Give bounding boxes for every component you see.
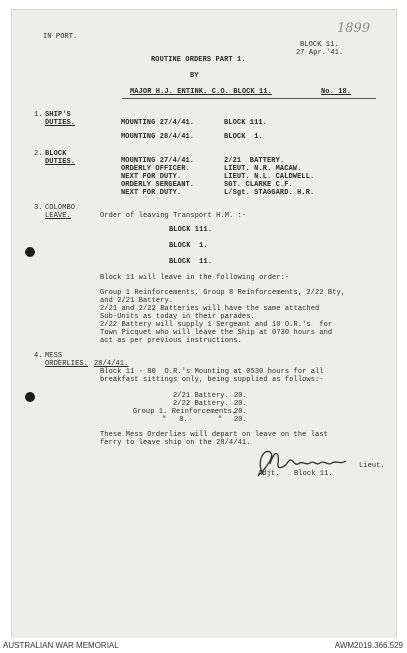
leave-paragraph: 2/21 and 2/22 Batteries will have the same attached xyxy=(100,305,320,313)
duty-value: 2/21 BATTERY. xyxy=(224,157,285,165)
leave-paragraph: 2/22 Battery will supply 1 Sergeant and 10 O.R.'s for xyxy=(100,321,333,329)
leave-paragraph: Group 1 Reinforcements, Group 8 Reinforcements, 2/22 Bty, xyxy=(100,289,346,297)
header-in-port: IN PORT. xyxy=(43,33,78,41)
signature-rank: Lieut. xyxy=(359,462,385,470)
section-3-heading: LEAVE. xyxy=(45,212,71,220)
section-4-number: 4. xyxy=(34,352,43,360)
section-1-heading: SHIP'S xyxy=(45,111,71,119)
section-3-heading: COLOMBO xyxy=(45,204,76,212)
header-rule xyxy=(122,98,376,99)
punch-hole xyxy=(25,392,35,402)
leave-block: BLOCK 1. xyxy=(169,242,208,250)
leave-block: BLOCK 11. xyxy=(169,258,213,266)
header-by: BY xyxy=(190,72,199,80)
section-1-number: 1. xyxy=(34,111,43,119)
mess-closing: These Mess Orderlies will depart on leave on the last xyxy=(100,431,328,439)
footer-accession-number: AWM2019.366.529 xyxy=(334,641,403,650)
mess-unit-name: " 8. " xyxy=(162,416,223,424)
mess-unit-name: Group 1. Reinforcements. xyxy=(133,408,237,416)
duty-label: MOUNTING 27/4/41. xyxy=(121,157,195,165)
mess-unit-count: 20. xyxy=(234,416,247,424)
mess-line: breakfast sittings only, being supplied as follows:- xyxy=(100,376,324,384)
duty-value: LIEUT. N.R. MACAW. xyxy=(224,165,302,173)
punch-hole xyxy=(25,247,35,257)
section-2-heading: BLOCK xyxy=(45,150,67,158)
mess-closing: ferry to leave ship on the 28/4/41. xyxy=(100,439,251,447)
leave-block: BLOCK 111. xyxy=(169,226,213,234)
duty-value: BLOCK 1. xyxy=(224,133,263,141)
signature-block: Block 11. xyxy=(294,470,333,478)
signature-role: Adjt. xyxy=(258,470,280,478)
header-authority: MAJOR H.J. ENTINK. C.O. BLOCK 11. xyxy=(130,88,272,96)
leave-paragraph: act as per previous instructions. xyxy=(100,337,242,345)
leave-intro: Order of leaving Transport H.M. :- xyxy=(100,212,247,220)
leave-paragraph: and 2/21 Battery. xyxy=(100,297,174,305)
duty-value: L/Sgt. STAGGARD. H.R. xyxy=(224,189,315,197)
duty-value: SGT. CLARKE C.F. xyxy=(224,181,293,189)
leave-paragraph: Town Picquet who will leave the Ship at 0730 hours and xyxy=(100,329,333,337)
handwritten-reference: 1899 xyxy=(337,21,371,36)
document-title: ROUTINE ORDERS PART 1. xyxy=(151,56,246,64)
leave-order-line: Block 11 will leave in the following order:- xyxy=(100,274,290,282)
header-date: 27 Apr.'41. xyxy=(296,49,344,57)
duty-label: MOUNTING 27/4/41. xyxy=(121,119,195,127)
header-block: BLOCK 11. xyxy=(300,41,339,49)
duty-value: BLOCK 111. xyxy=(224,119,268,127)
duty-label: ORDERLY SERGEANT. xyxy=(121,181,195,189)
mess-unit-count: 20. xyxy=(234,392,247,400)
duty-label: ORDERLY OFFICER. xyxy=(121,165,190,173)
leave-paragraph: Sub-Units as today in their parades. xyxy=(100,313,255,321)
duty-label: NEXT FOR DUTY. xyxy=(121,173,182,181)
section-2-number: 2. xyxy=(34,150,43,158)
mess-unit-name: 2/21 Battery. xyxy=(173,392,229,400)
duty-value: LIEUT. N.L. CALDWELL. xyxy=(224,173,315,181)
header-number: No. 18. xyxy=(321,88,352,96)
section-1-heading: DUTIES. xyxy=(45,119,76,127)
duty-label: NEXT FOR DUTY. xyxy=(121,189,182,197)
duty-label: MOUNTING 28/4/41. xyxy=(121,133,195,141)
mess-unit-count: 20. xyxy=(234,408,247,416)
mess-date: 28/4/41. xyxy=(94,360,129,368)
section-4-heading: ORDERLIES. xyxy=(45,360,89,368)
footer-institution: AUSTRALIAN WAR MEMORIAL xyxy=(3,641,119,650)
mess-unit-name: 2/22 Battery. xyxy=(173,400,229,408)
mess-line: Block 11 - 80 O.R.'s Mounting at 0530 hours for all xyxy=(100,368,324,376)
document-page xyxy=(11,9,397,640)
section-4-heading: MESS xyxy=(45,352,63,360)
section-2-heading: DUTIES. xyxy=(45,158,76,166)
mess-unit-count: 20. xyxy=(234,400,247,408)
section-3-number: 3. xyxy=(34,204,43,212)
footer-bar xyxy=(0,638,407,653)
